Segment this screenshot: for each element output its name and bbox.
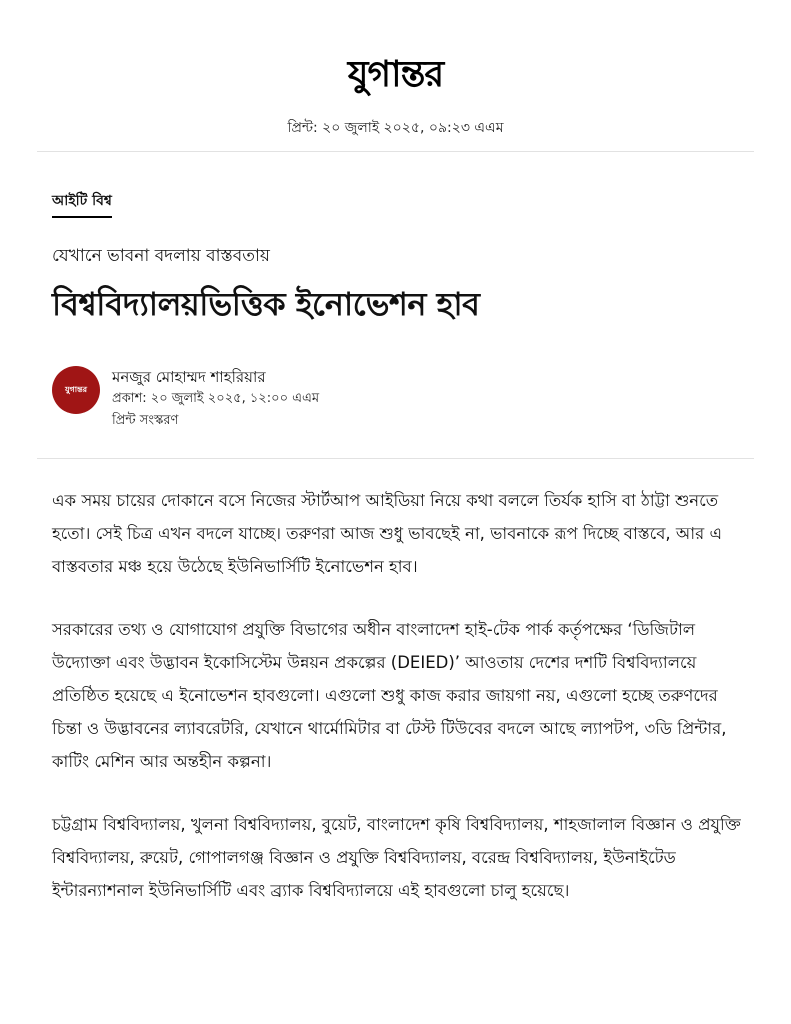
paragraph: সরকারের তথ্য ও যোগাযোগ প্রযুক্তি বিভাগের অধীন বাংলাদেশ হাই-টেক পার্ক কর্তৃপক্ষের ‘ডিজিটাল উদ্যোক্তা এবং উদ্ভাবন ইকোসিস্টেম উন্নয়ন প্রকল্পের (DEIED)’ আওতায় দেশের দশটি বিশ্ববিদ্যালয়ে প্রতিষ্ঠিত হয়েছে এ ইনোভেশন হাবগুলো। এগুলো শুধু কাজ করার জায়গা নয়, এগুলো হচ্ছে তরুণদের চিন্তা ও উদ্ভাবনের ল্যাবরেটরি, যেখানে থার্মোমিটার বা টেস্ট টিউবের বদলে আছে ল্যাপটপ, ৩ডি প্রিন্টার, কাটিং মেশিন আর অন্তহীন কল্পনা। bbox=[52, 620, 727, 771]
author-avatar bbox=[52, 366, 100, 414]
print-timestamp: প্রিন্ট: ২০ জুলাই ২০২৫, ০৯:২৩ এএম bbox=[287, 120, 504, 136]
newspaper-logo[interactable]: যুগান্তর bbox=[347, 53, 444, 95]
article-kicker: যেখানে ভাবনা বদলায় বাস্তবতায় bbox=[52, 246, 270, 266]
paragraph: চট্টগ্রাম বিশ্ববিদ্যালয়, খুলনা বিশ্ববিদ্যালয়, বুয়েট, বাংলাদেশ কৃষি বিশ্ববিদ্যালয়, শাহজালাল বিজ্ঞান ও প্রযুক্তি বিশ্ববিদ্যালয়, রুয়েট, গোপালগঞ্জ বিজ্ঞান ও প্রযুক্তি বিশ্ববিদ্যালয়, বরেন্দ্র বিশ্ববিদ্যালয়, ইউনাইটেড ইন্টারন্যাশনাল ইউনিভার্সিটি এবং ব্র্যাক বিশ্ববিদ্যালয়ে এই হাবগুলো চালু হয়েছে। bbox=[52, 815, 741, 900]
published-date: প্রকাশ: ২০ জুলাই ২০২৫, ১২:০০ এএম bbox=[112, 391, 320, 406]
byline bbox=[112, 366, 319, 432]
byline-divider bbox=[37, 458, 754, 459]
header-divider bbox=[37, 151, 754, 152]
masthead bbox=[0, 52, 791, 96]
avatar-logo-text: যুগান্তর bbox=[64, 384, 88, 394]
article-headline: বিশ্ববিদ্যালয়ভিত্তিক ইনোভেশন হাব bbox=[52, 285, 480, 323]
author-name[interactable]: মনজুর মোহাম্মদ শাহরিয়ার bbox=[112, 368, 266, 386]
article-body bbox=[52, 484, 742, 937]
edition-label: প্রিন্ট সংস্করণ bbox=[112, 413, 179, 428]
category-label[interactable]: আইটি বিশ্ব bbox=[52, 192, 112, 218]
paragraph: এক সময় চায়ের দোকানে বসে নিজের স্টার্টআপ আইডিয়া নিয়ে কথা বললে তির্যক হাসি বা ঠাট্টা শুনতে হতো। সেই চিত্র এখন বদলে যাচ্ছে। তরুণরা আজ শুধু ভাবছেই না, ভাবনাকে রূপ দিচ্ছে বাস্তবে, আর এ বাস্তবতার মঞ্চ হয়ে উঠেছে ইউনিভার্সিটি ইনোভেশন হাব। bbox=[52, 491, 723, 576]
